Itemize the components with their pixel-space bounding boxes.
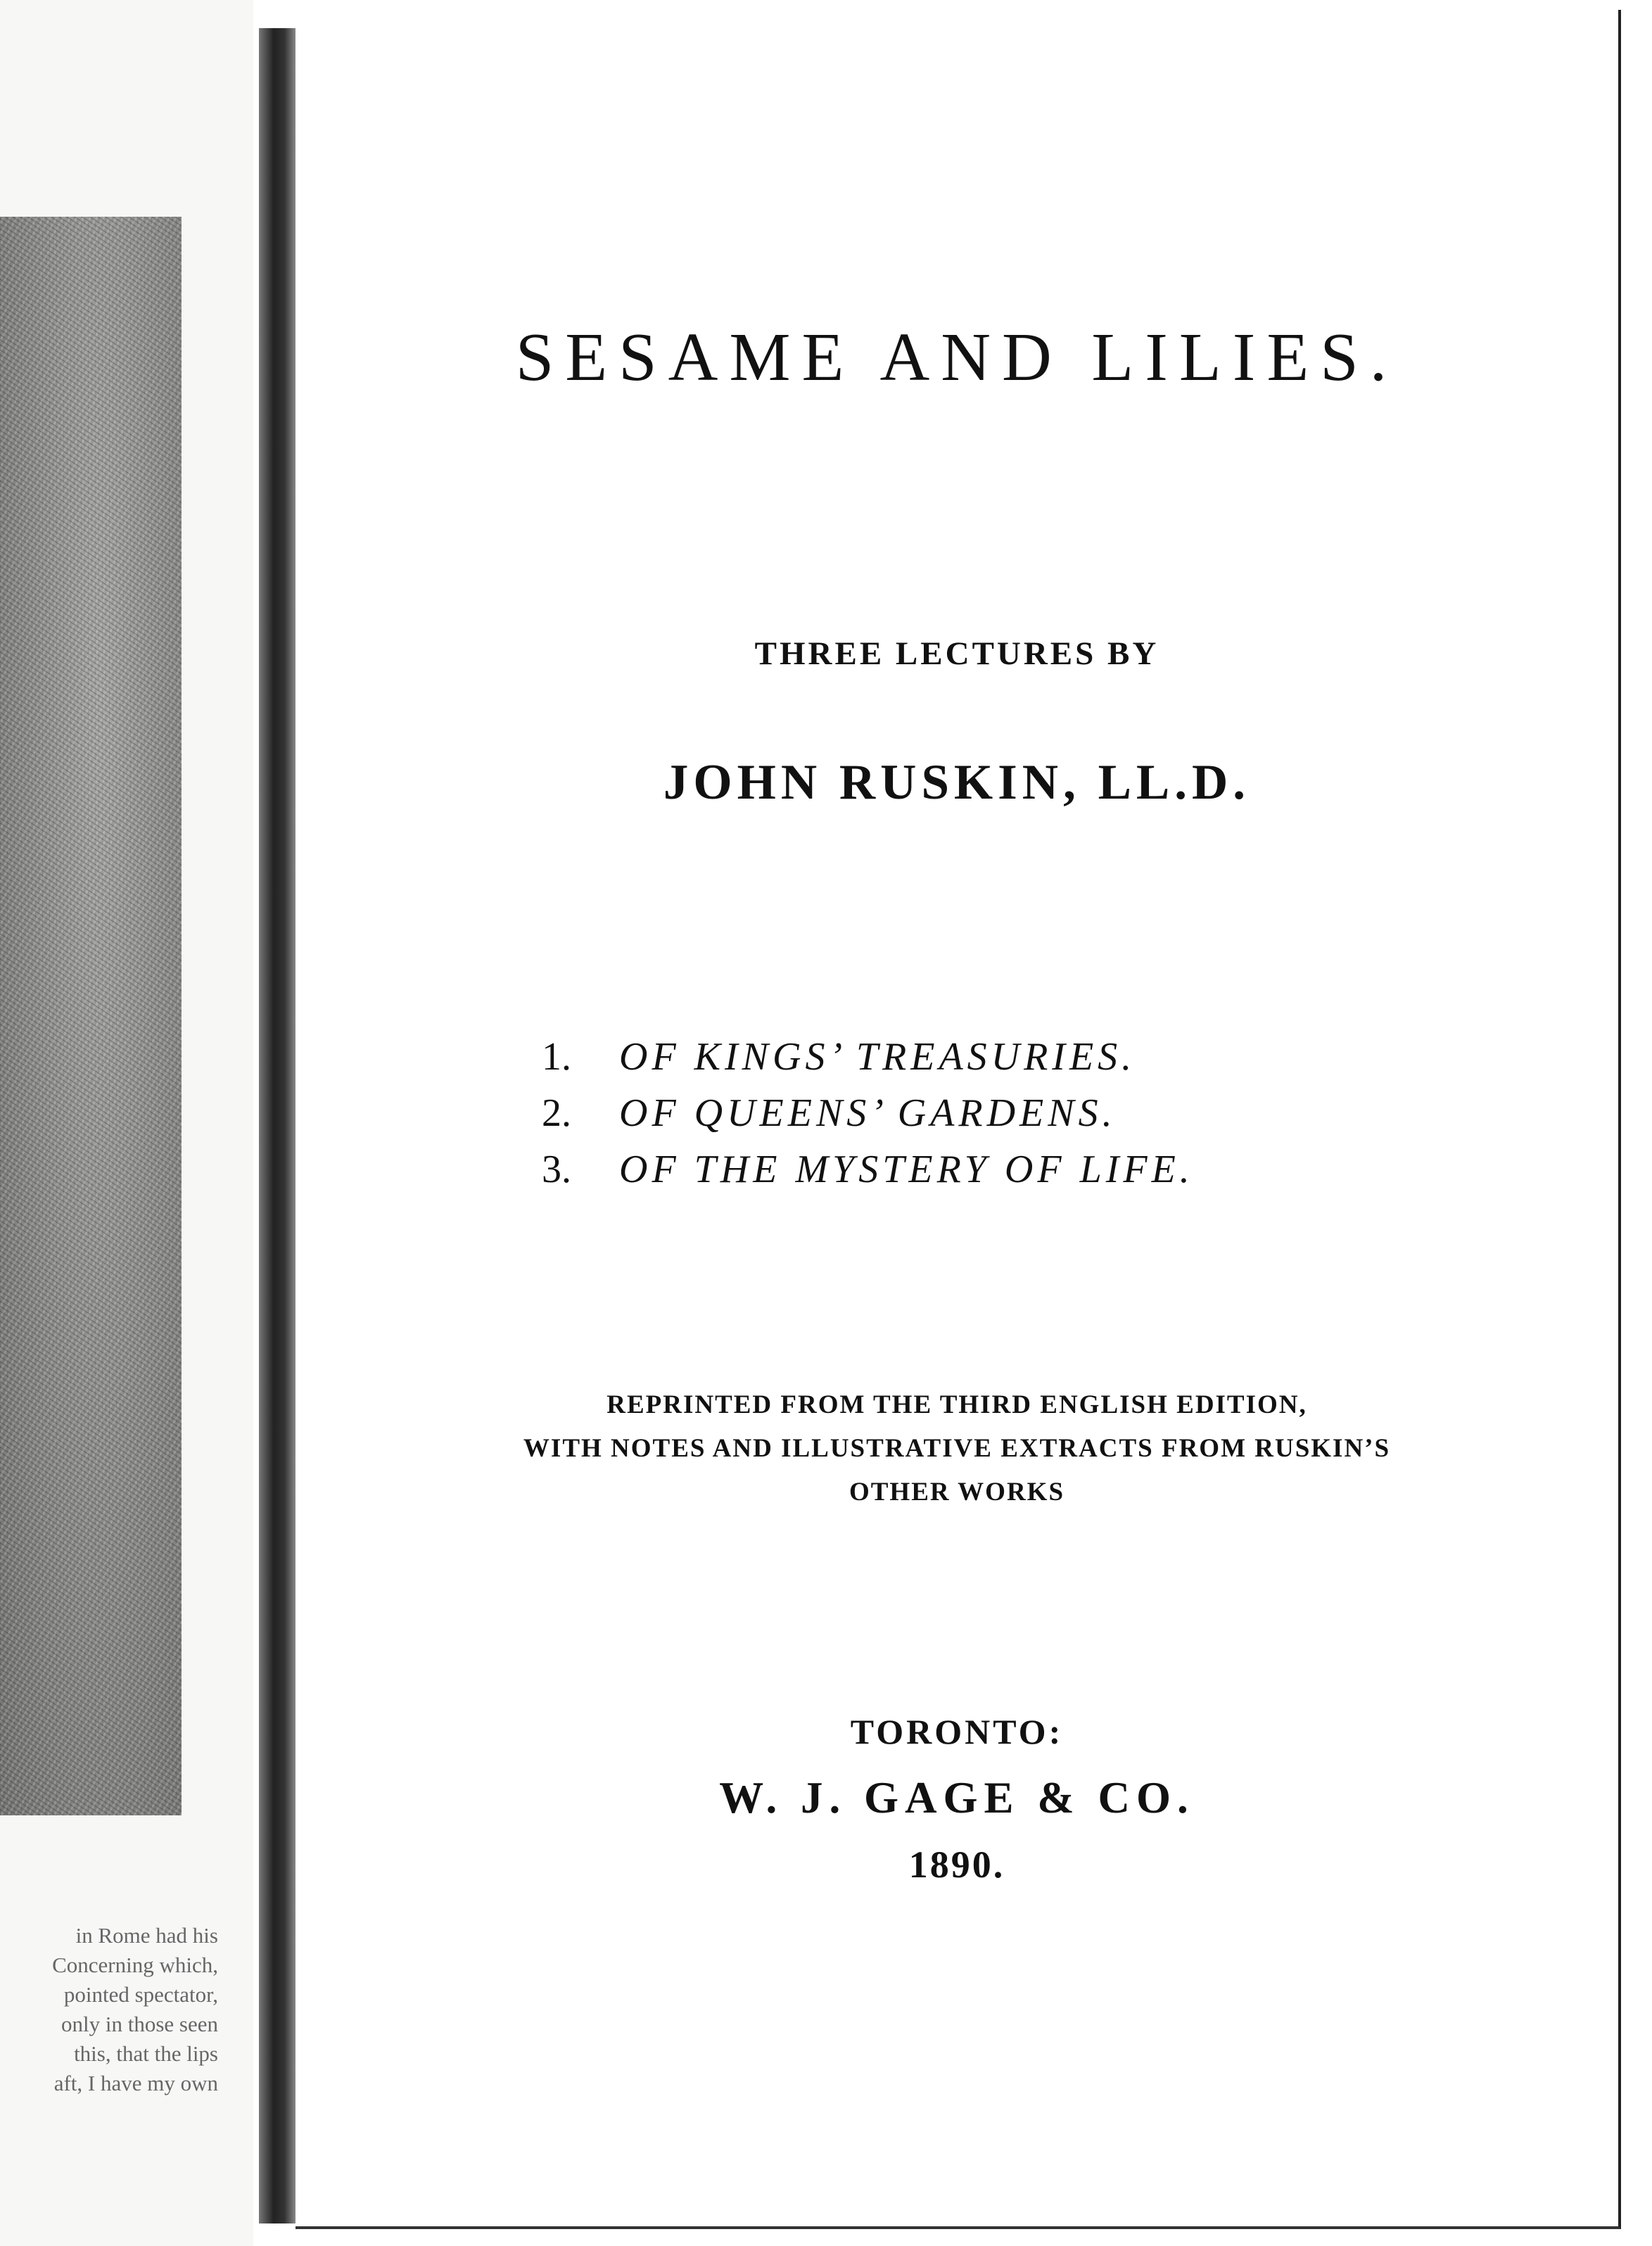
facing-page-line: only in those seen [61,2012,218,2036]
lecture-item [542,1029,1456,1085]
facing-page-line: pointed spectator, [63,1982,218,2007]
facing-page [0,0,253,2246]
lecture-title: OF QUEENS’ GARDENS. [619,1091,1117,1135]
reprint-line: REPRINTED FROM THE THIRD ENGLISH EDITION, [606,1390,1307,1419]
author-name: JOHN RUSKIN, LL.D. [663,755,1251,810]
lecture-number: 2. [542,1091,571,1135]
lecture-item [542,1085,1456,1141]
title-page [296,10,1621,2229]
lecture-number: 1. [542,1035,571,1079]
book-gutter [259,28,296,2223]
frontispiece-engraving [0,217,182,1815]
lecture-number: 3. [542,1148,571,1191]
imprint-city: TORONTO: [850,1712,1064,1751]
reprint-note [296,1383,1618,1514]
facing-page-line: Concerning which, [52,1953,218,1977]
imprint-publisher: W. J. GAGE & CO. [719,1773,1195,1822]
facing-page-line: aft, I have my own [53,2071,218,2095]
subtitle: THREE LECTURES BY [754,635,1159,672]
facing-page-text [0,1921,218,2098]
reprint-line: WITH NOTES AND ILLUSTRATIVE EXTRACTS FROM RUSKIN’S [523,1434,1391,1463]
lecture-title: OF THE MYSTERY OF LIFE. [619,1148,1194,1191]
imprint-year: 1890. [908,1844,1005,1886]
lecture-item [542,1141,1456,1198]
book-title: SESAME AND LILIES. [515,319,1399,395]
reprint-line: OTHER WORKS [849,1478,1065,1506]
facing-page-line: in Rome had his [75,1923,218,1948]
facing-page-line: this, that the lips [74,2041,218,2066]
lecture-list [542,1029,1456,1198]
lecture-title: OF KINGS’ TREASURIES. [619,1035,1136,1079]
